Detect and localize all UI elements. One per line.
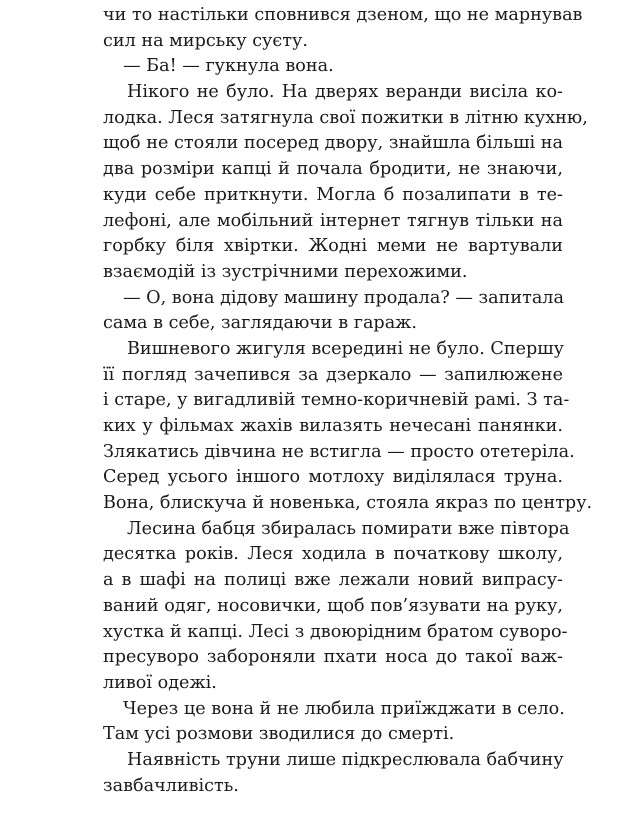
text-line: куди себе приткнути. Могла б позалипати в те- — [103, 184, 563, 205]
text-line: взаємодій із зустрічними перехожими. — [103, 261, 468, 282]
text-line: чи то настільки сповнився дзеном, що не марнував — [103, 5, 583, 25]
text-line: Наявність труни лише підкреслювала бабчину — [127, 749, 564, 770]
text-line: — О, вона дідову машину продала? — запитала — [123, 287, 564, 308]
text-line: лефоні, але мобільний інтернет тягнув тільки на — [103, 210, 563, 231]
text-line: ких у фільмах жахів вилазять нечесані панянки. — [103, 416, 563, 436]
text-line: пресуворо забороняли пхати носа до такої важ- — [103, 647, 563, 668]
text-line: Там усі розмови зводилися до смерті. — [103, 724, 455, 745]
text-line: десятка років. Леся ходила в початкову школу, — [103, 544, 563, 565]
text-line: — Ба! — гукнула вона. — [123, 56, 334, 77]
text-line: Вишневого жигуля всередині не було. Спершу — [127, 338, 564, 359]
text-line: сама в себе, заглядаючи в гараж. — [103, 313, 417, 334]
text-line: її погляд зачепився за дзеркало — запилюжене — [103, 364, 563, 385]
text-line: щоб не стояли посеред двору, знайшла більші на — [103, 133, 563, 154]
text-line: хустка й капці. Лесі з двоюрідним братом суворо- — [103, 621, 568, 642]
text-line: а в шафі на полиці вже лежали новий випрасу- — [103, 570, 563, 591]
text-line: два розміри капці й почала бродити, не знаючи, — [103, 159, 563, 180]
text-line: Через це вона й не любила приїжджати в село. — [123, 698, 565, 719]
text-line: Серед усього іншого мотлоху виділялася труна. — [103, 467, 563, 488]
body-text — [103, 3, 593, 799]
text-line: завбачливість. — [103, 775, 239, 796]
text-line: сил на мирську суєту. — [103, 30, 308, 51]
text-line: ваний одяг, носовички, щоб пов’язувати на руку, — [103, 595, 563, 616]
text-line: Злякатись дівчина не встигла — просто отетеріла. — [103, 441, 575, 462]
text-line: горбку біля хвіртки. Жодні меми не вартували — [103, 236, 563, 257]
text-line: ливої одежі. — [103, 672, 217, 693]
text-line: Нікого не було. На дверях веранди висіла ко- — [127, 82, 563, 103]
text-line: лодка. Леся затягнула свої пожитки в літню кухню, — [103, 107, 588, 128]
text-line: Лесина бабця збиралась помирати вже півтора — [127, 518, 570, 539]
text-line: і старе, у вигадливій темно-коричневій рамі. З та- — [103, 390, 570, 411]
text-line: Вона, блискуча й новенька, стояла якраз по центру. — [103, 493, 593, 514]
